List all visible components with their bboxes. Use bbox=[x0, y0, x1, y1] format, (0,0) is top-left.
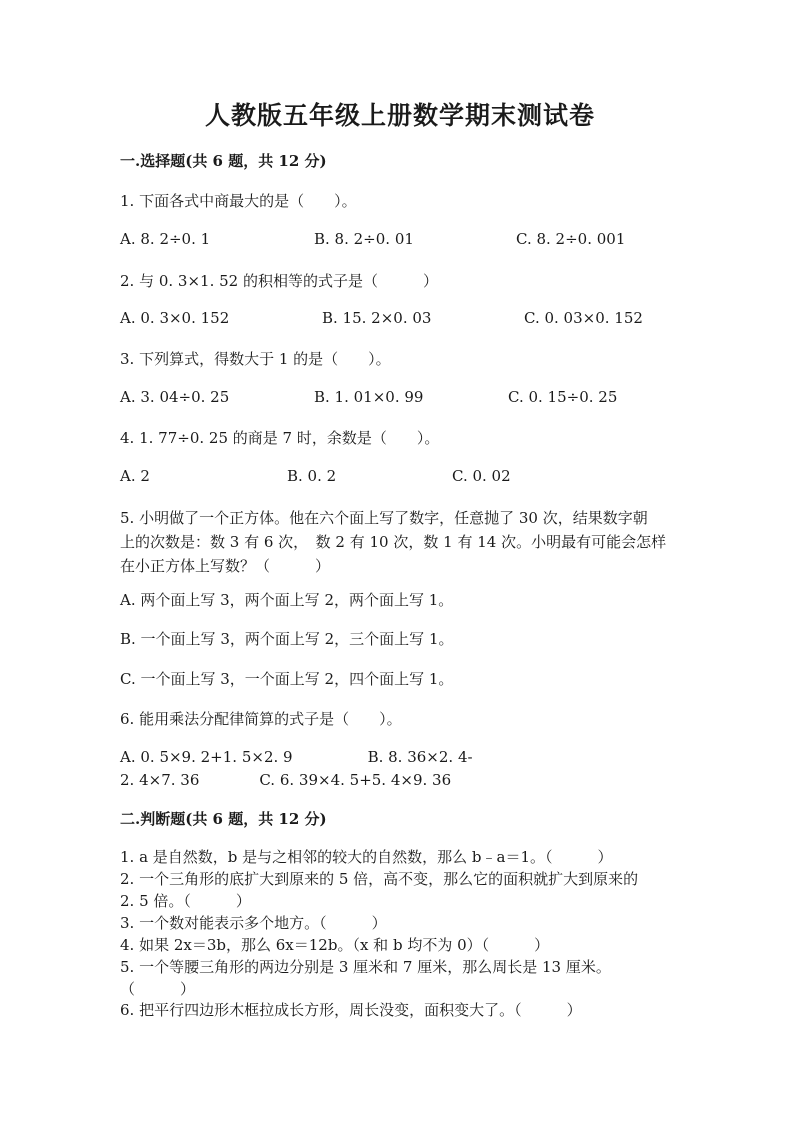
question-1-option-a: A. 8. 2÷0. 1 bbox=[120, 230, 211, 248]
question-4-option-c: C. 0. 02 bbox=[452, 467, 511, 485]
question-3-option-b: B. 1. 01×0. 99 bbox=[314, 388, 424, 406]
question-4-stem: 4. 1. 77÷0. 25 的商是 7 时，余数是（ ）。 bbox=[120, 429, 440, 447]
question-5-option-b: B. 一个面上写 3，两个面上写 2，三个面上写 1。 bbox=[120, 630, 454, 648]
question-4-option-b: B. 0. 2 bbox=[287, 467, 337, 485]
question-5-stem-line-2: 上的次数是：数 3 有 6 次， 数 2 有 10 次，数 1 有 14 次。小明最有可能会怎样 bbox=[120, 533, 667, 551]
question-6-options-line-1: A. 0. 5×9. 2+1. 5×2. 9 B. 8. 36×2. 4- bbox=[120, 748, 473, 766]
page-title: 人教版五年级上册数学期末测试卷 bbox=[204, 101, 595, 130]
section-heading-choice: 一.选择题(共 6 题，共 12 分) bbox=[120, 152, 327, 170]
judgement-line-6: 5. 一个等腰三角形的两边分别是 3 厘米和 7 厘米，那么周长是 13 厘米。 bbox=[120, 958, 611, 976]
question-2-option-c: C. 0. 03×0. 152 bbox=[524, 309, 643, 327]
question-2-stem: 2. 与 0. 3×1. 52 的积相等的式子是（ ） bbox=[120, 272, 438, 290]
section-heading-judgement: 二.判断题(共 6 题，共 12 分) bbox=[120, 810, 327, 828]
question-5-stem-line-3: 在小正方体上写数？（ ） bbox=[120, 557, 331, 575]
question-6-options-line-2: 2. 4×7. 36 C. 6. 39×4. 5+5. 4×9. 36 bbox=[120, 771, 452, 789]
question-3-option-c: C. 0. 15÷0. 25 bbox=[508, 388, 618, 406]
question-4-option-a: A. 2 bbox=[120, 467, 150, 485]
question-2-option-b: B. 15. 2×0. 03 bbox=[322, 309, 432, 327]
judgement-line-1: 1. a 是自然数，b 是与之相邻的较大的自然数，那么 b﹣a＝1。（ ） bbox=[120, 848, 613, 866]
question-2-option-a: A. 0. 3×0. 152 bbox=[120, 309, 230, 327]
question-5-stem-line-1: 5. 小明做了一个正方体。他在六个面上写了数字，任意抛了 30 次，结果数字朝 bbox=[120, 509, 648, 527]
question-1-option-c: C. 8. 2÷0. 001 bbox=[516, 230, 626, 248]
judgement-line-8: 6. 把平行四边形木框拉成长方形，周长没变，面积变大了。（ ） bbox=[120, 1001, 582, 1019]
question-3-stem: 3. 下列算式，得数大于 1 的是（ ）。 bbox=[120, 350, 391, 368]
question-6-stem: 6. 能用乘法分配律简算的式子是（ ）。 bbox=[120, 710, 402, 728]
judgement-line-2: 2. 一个三角形的底扩大到原来的 5 倍，高不变，那么它的面积就扩大到原来的 bbox=[120, 870, 639, 888]
judgement-line-3: 2. 5 倍。（ ） bbox=[120, 892, 251, 910]
question-5-option-a: A. 两个面上写 3，两个面上写 2，两个面上写 1。 bbox=[120, 591, 454, 609]
question-5-option-c: C. 一个面上写 3，一个面上写 2，四个面上写 1。 bbox=[120, 670, 454, 688]
judgement-line-7: （ ） bbox=[120, 980, 196, 998]
judgement-line-5: 4. 如果 2x＝3b，那么 6x＝12b。（x 和 b 均不为 0）（ ） bbox=[120, 936, 550, 954]
question-1-option-b: B. 8. 2÷0. 01 bbox=[314, 230, 414, 248]
question-3-option-a: A. 3. 04÷0. 25 bbox=[120, 388, 230, 406]
judgement-line-4: 3. 一个数对能表示多个地方。（ ） bbox=[120, 914, 387, 932]
question-1-stem: 1. 下面各式中商最大的是（ ）。 bbox=[120, 192, 357, 210]
